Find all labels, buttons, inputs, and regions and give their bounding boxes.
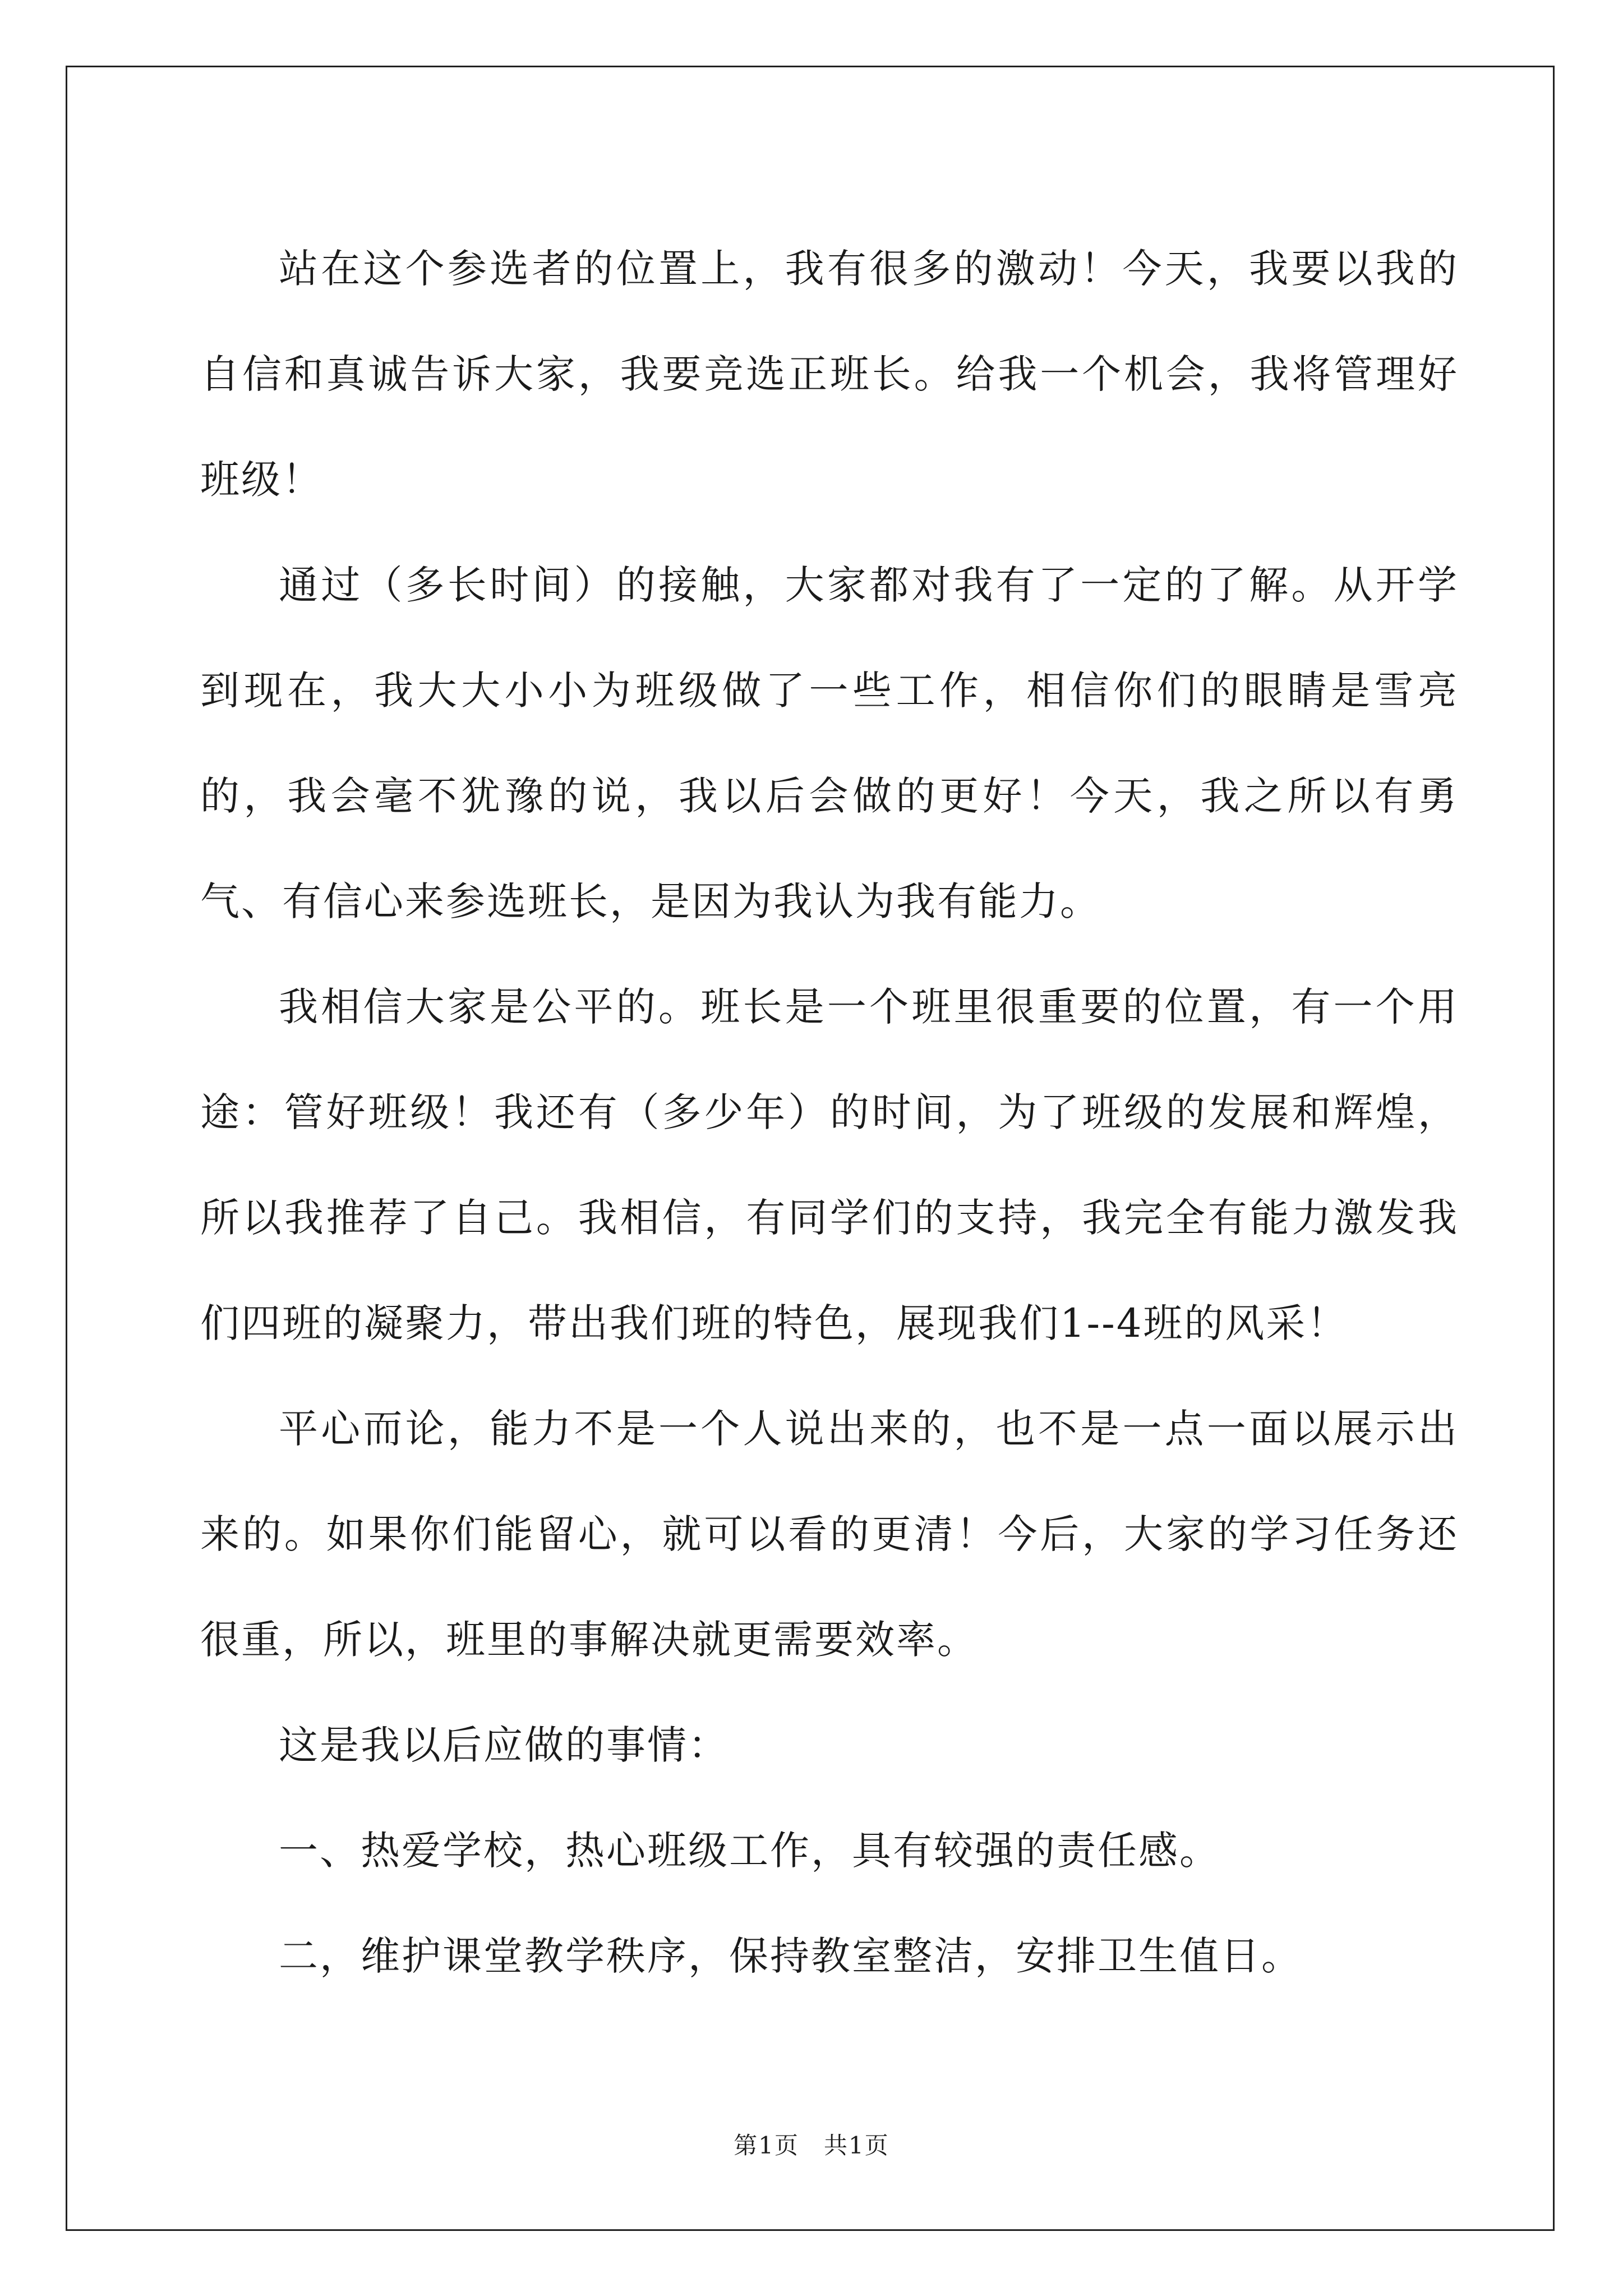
paragraph-3: 我相信大家是公平的。班长是一个班里很重要的位置，有一个用途：管好班级！我还有（多少年）的时间，为了班级的发展和辉煌，所以我推荐了自己。我相信，有同学们的支持，我完全有能力激发我们四班的凝聚力，带出我们班的特色，展现我们1--4班的风采！ <box>200 984 1459 1346</box>
paragraph-1: 站在这个参选者的位置上，我有很多的激动！今天，我要以我的自信和真诚告诉大家，我要竞选正班长。给我一个机会，我将管理好班级！ <box>200 246 1459 503</box>
paragraph-4: 平心而论，能力不是一个人说出来的，也不是一点一面以展示出来的。如果你们能留心，就可以看的更清！今后，大家的学习任务还很重，所以，班里的事解决就更需要效率。 <box>200 1406 1459 1663</box>
paragraph-6: 一、热爱学校，热心班级工作，具有较强的责任感。 <box>279 1828 1220 1874</box>
paragraph-5: 这是我以后应做的事情： <box>279 1722 729 1768</box>
document-body <box>200 216 1459 2009</box>
page-number-footer: 第1页 共1页 <box>734 2132 889 2159</box>
paragraph-7: 二，维护课堂教学秩序，保持教室整洁，安排卫生值日。 <box>279 1933 1302 1979</box>
paragraph-2: 通过（多长时间）的接触，大家都对我有了一定的了解。从开学到现在，我大大小小为班级做了一些工作，相信你们的眼睛是雪亮的，我会毫不犹豫的说，我以后会做的更好！今天，我之所以有勇气、有信心来参选班长，是因为我认为我有能力。 <box>200 562 1459 924</box>
